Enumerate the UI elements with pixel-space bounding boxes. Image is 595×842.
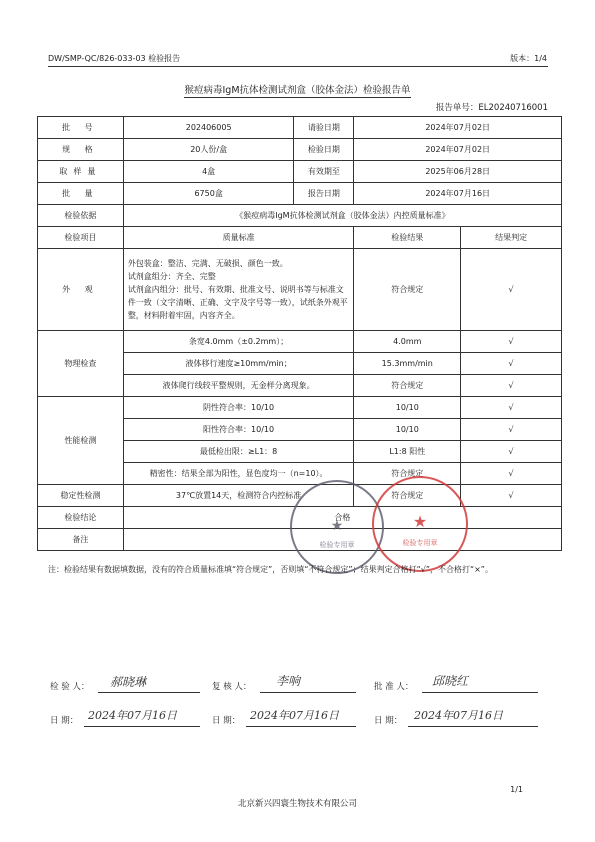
performance-judgement-2: √ <box>461 419 562 441</box>
table-header-row <box>38 227 562 249</box>
request-date-value: 2024年07月02日 <box>354 117 562 139</box>
footnote: 注：检验结果有数据填数据，没有的符合质量标准填“符合规定”，否则填“不符合规定”；结果判定合格打“√”，不合格打“×”。 <box>48 565 493 574</box>
star-icon: ★ <box>412 512 428 531</box>
appearance-judgement: √ <box>461 249 562 331</box>
request-date-label: 请验日期 <box>294 117 354 139</box>
date-line-3 <box>408 726 538 727</box>
inspector-line <box>98 692 200 693</box>
date-line-1 <box>84 726 200 727</box>
report-title: 猴痘病毒IgM抗体检测试剂盒（胶体金法）检验报告单 <box>184 85 411 96</box>
batch-label: 批 号 <box>38 117 124 139</box>
physical-standard-1: 条宽4.0mm（±0.2mm）； <box>123 331 354 353</box>
basis-value: 《猴痘病毒IgM抗体检测试剂盒（胶体金法）内控质量标准》 <box>123 205 561 227</box>
date-signature-2: 2024年07月16日 <box>250 709 339 722</box>
doc-code: DW/SMP-QC/826-033-03 检验报告 <box>48 54 181 63</box>
appearance-standard: 外包装盒：整洁、完满、无破损、颜色一致。 试剂盒组分：齐全、完整 试剂盒内组分：批号、有效期、批准文号、说明书等与标准文件一致（文字清晰、正确、文字及字号等一致），试纸条外观平整，材料附着牢固，内容齐全。 <box>123 249 354 331</box>
physical-judgement-1: √ <box>461 331 562 353</box>
appearance-label: 外 观 <box>38 249 124 331</box>
physical-judgement-3: √ <box>461 375 562 397</box>
physical-result-1: 4.0mm <box>354 331 461 353</box>
expiry-value: 2025年06月28日 <box>354 161 562 183</box>
stamp-right <box>372 476 468 572</box>
inspection-table <box>37 116 562 551</box>
col-result: 检验结果 <box>354 227 461 249</box>
date-label-2: 日 期： <box>212 716 241 726</box>
table-row <box>38 397 562 419</box>
date-line-2 <box>246 726 356 727</box>
table-row <box>38 117 562 139</box>
test-date-value: 2024年07月02日 <box>354 139 562 161</box>
performance-standard-3: 最低检出限：≥L1：8 <box>123 441 354 463</box>
stability-judgement: √ <box>461 485 562 507</box>
col-judgement: 结果判定 <box>461 227 562 249</box>
approver-label: 批 准 人： <box>374 682 414 692</box>
remark-label: 备注 <box>38 529 124 551</box>
approver-line <box>422 692 538 693</box>
header-divider <box>48 66 548 67</box>
approver-signature: 邱晓红 <box>432 674 469 688</box>
physical-result-3: 符合规定 <box>354 375 461 397</box>
stamp-right-text: 检验专用章 <box>402 539 438 547</box>
star-icon: ★ <box>330 518 344 534</box>
date-signature-1: 2024年07月16日 <box>88 709 177 722</box>
performance-result-1: 10/10 <box>354 397 461 419</box>
physical-judgement-2: √ <box>461 353 562 375</box>
date-label-3: 日 期： <box>374 716 403 726</box>
reviewer-signature: 李响 <box>276 674 301 688</box>
date-signature-3: 2024年07月16日 <box>414 709 503 722</box>
conclusion-label: 检验结论 <box>38 507 124 529</box>
table-row <box>38 331 562 353</box>
col-item: 检验项目 <box>38 227 124 249</box>
appearance-result: 符合规定 <box>354 249 461 331</box>
performance-result-4: 符合规定 <box>354 463 461 485</box>
performance-label: 性能检测 <box>38 397 124 485</box>
report-date-label: 报告日期 <box>294 183 354 205</box>
performance-standard-1: 阴性符合率：10/10 <box>123 397 354 419</box>
performance-judgement-4: √ <box>461 463 562 485</box>
lot-value: 6750盒 <box>123 183 294 205</box>
sample-label: 取样量 <box>38 161 124 183</box>
performance-standard-2: 阳性符合率：10/10 <box>123 419 354 441</box>
expiry-label: 有效期至 <box>294 161 354 183</box>
sample-value: 4盒 <box>123 161 294 183</box>
report-number: 报告单号：EL20240716001 <box>435 103 548 113</box>
table-row <box>38 139 562 161</box>
physical-result-2: 15.3mm/min <box>354 353 461 375</box>
physical-label: 物理检查 <box>38 331 124 397</box>
test-date-label: 检验日期 <box>294 139 354 161</box>
table-row <box>38 205 562 227</box>
stability-label: 稳定性检测 <box>38 485 124 507</box>
spec-label: 规 格 <box>38 139 124 161</box>
company-name: 北京新兴四寰生物技术有限公司 <box>237 799 357 809</box>
performance-standard-4: 精密性：结果全部为阳性，显色度均一（n=10）。 <box>123 463 354 485</box>
performance-judgement-1: √ <box>461 397 562 419</box>
basis-label: 检验依据 <box>38 205 124 227</box>
performance-judgement-3: √ <box>461 441 562 463</box>
reviewer-line <box>260 692 356 693</box>
col-standard: 质量标准 <box>123 227 354 249</box>
performance-result-3: L1:8 阳性 <box>354 441 461 463</box>
page-number: 1/1 <box>510 785 523 794</box>
stability-result: 符合规定 <box>354 485 461 507</box>
conclusion-value: 合格 <box>123 507 561 529</box>
performance-result-2: 10/10 <box>354 419 461 441</box>
stamp-left-text: 检验专用章 <box>319 541 355 549</box>
reviewer-label: 复 核 人： <box>212 682 252 692</box>
report-date-value: 2024年07月16日 <box>354 183 562 205</box>
lot-label: 批 量 <box>38 183 124 205</box>
stability-standard: 37℃放置14天，检测符合内控标准 <box>123 485 354 507</box>
version: 版本：1/4 <box>510 54 547 63</box>
table-row <box>38 249 562 331</box>
spec-value: 20人份/盒 <box>123 139 294 161</box>
table-row <box>38 183 562 205</box>
inspector-label: 检 验 人： <box>50 682 90 692</box>
table-row <box>38 161 562 183</box>
physical-standard-3: 液体爬行线较平整规则，无金样分离现象。 <box>123 375 354 397</box>
inspector-signature: 郝晓琳 <box>110 675 147 689</box>
physical-standard-2: 液体移行速度≥10mm/min； <box>123 353 354 375</box>
date-label-1: 日 期： <box>50 716 79 726</box>
batch-value: 202406005 <box>123 117 294 139</box>
